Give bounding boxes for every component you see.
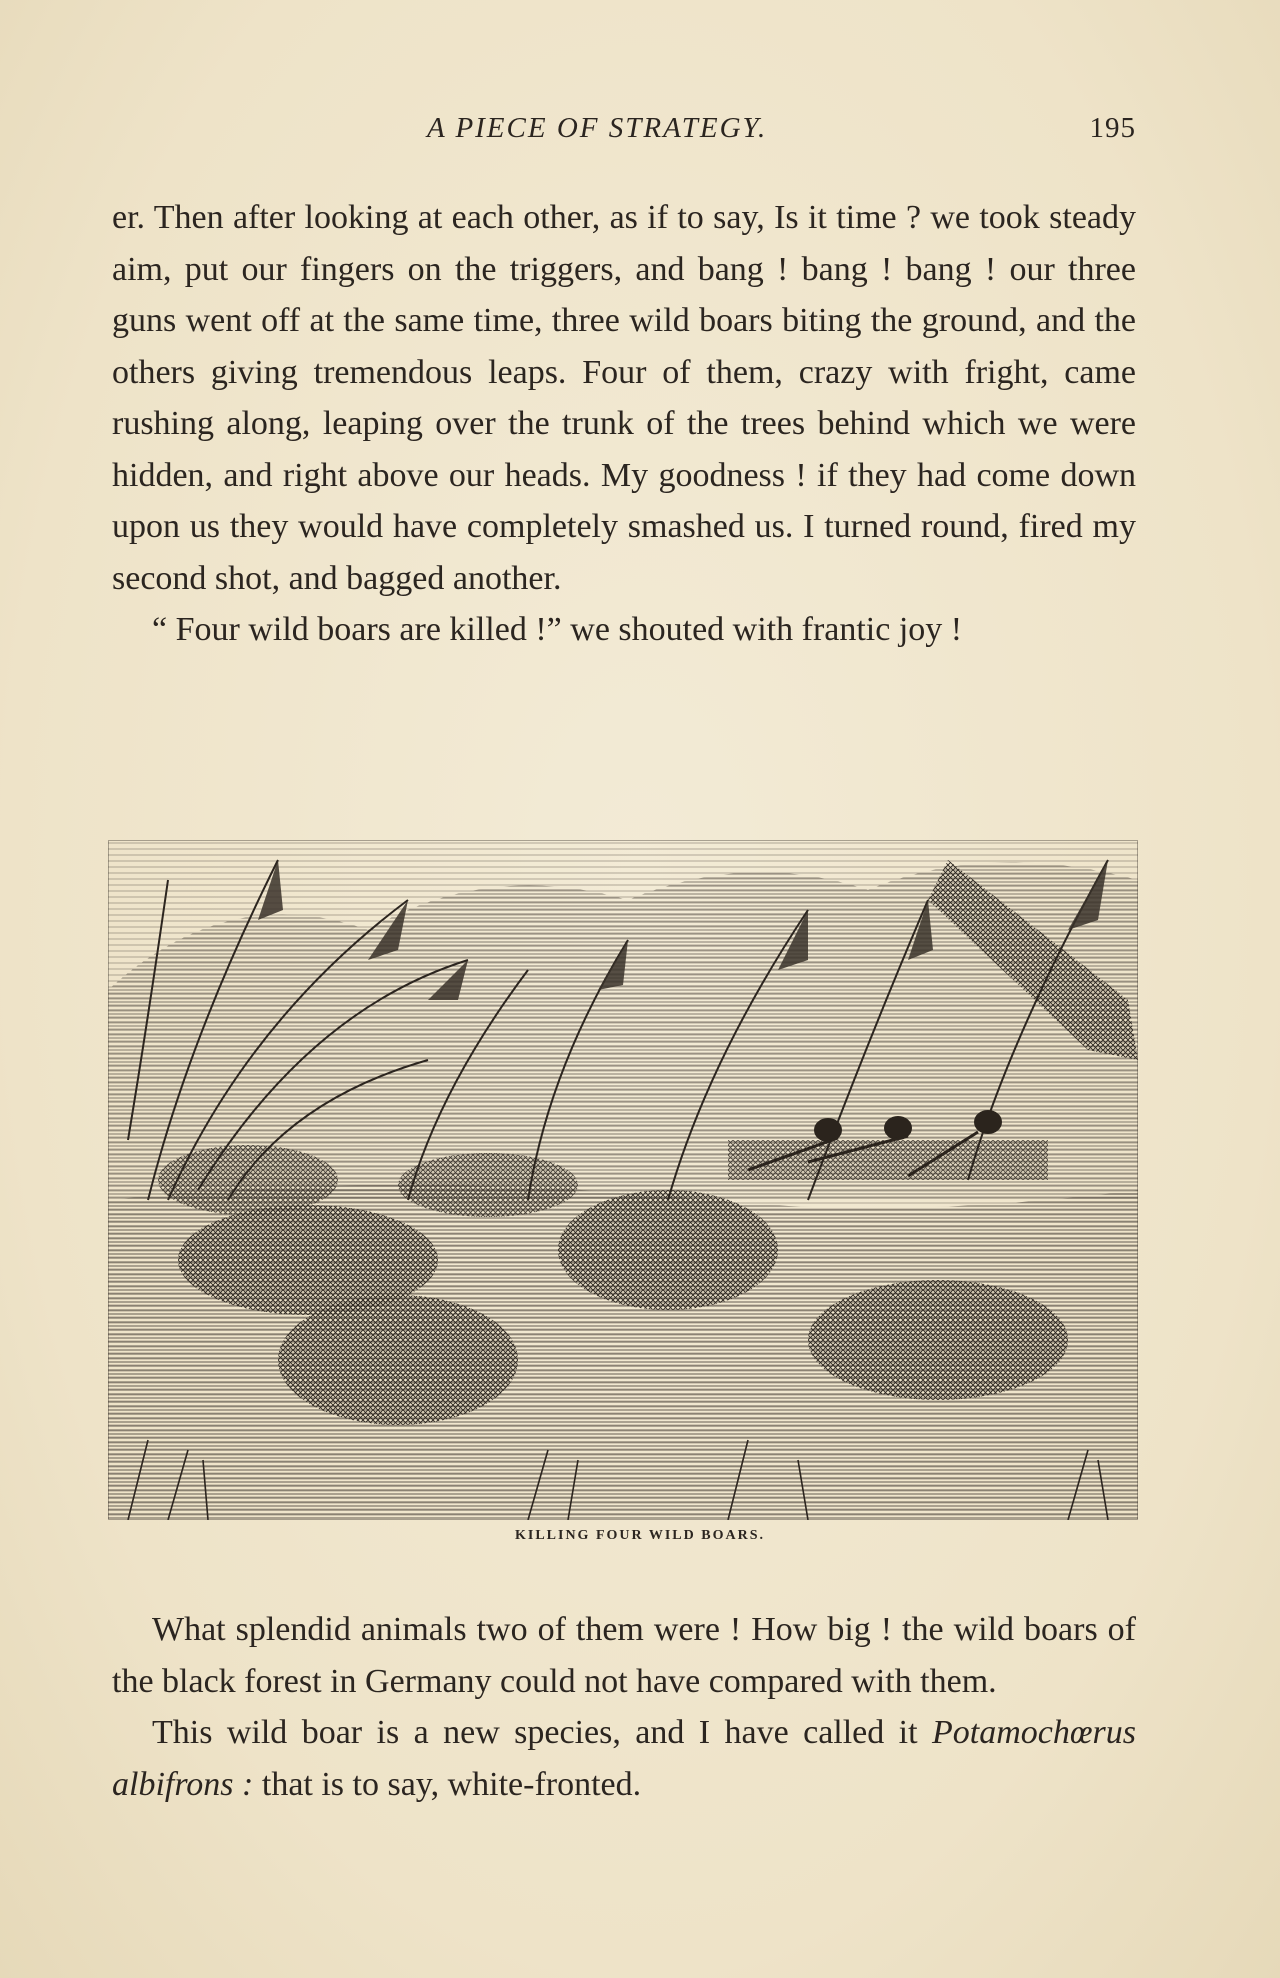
page-header — [112, 112, 1136, 152]
paragraph: er. Then after looking at each other, as if to say, Is it time ? we took steady aim, put our fingers on the triggers, and bang ! bang ! bang ! our three guns went off at the same time, three wild boars biting the ground, and the others giving tremendous leaps. Four of them, crazy with fright, came rushing along, leaping over the trunk of the trees behind which we were hidden, and right above our heads. My goodness ! if they had come down upon us they would have completely smashed us. I turned round, fired my second shot, and bagged another. — [112, 199, 1136, 597]
engraving-illustration — [108, 840, 1138, 1520]
species-intro: This wild boar is a new species, and I have called it — [152, 1714, 932, 1751]
paragraph: What splendid animals two of them were ! How big ! the wild boars of the black forest in Germany could not have compared with them. — [112, 1611, 1136, 1700]
text-block-top — [112, 192, 1136, 656]
running-title: A PIECE OF STRATEGY. — [427, 112, 768, 144]
wild-boar-hunt-engraving — [108, 840, 1138, 1520]
page-number: 195 — [1089, 112, 1136, 144]
figure-caption: KILLING FOUR WILD BOARS. — [514, 1528, 765, 1543]
paragraph: “ Four wild boars are killed !” we shouted with frantic joy ! — [152, 611, 963, 648]
species-name: Potamochœrus albifrons : — [112, 1714, 1136, 1803]
paragraph-species — [112, 1707, 1136, 1810]
text-block-bottom — [112, 1604, 1136, 1810]
species-gloss: that is to say, white-fronted. — [253, 1765, 642, 1803]
